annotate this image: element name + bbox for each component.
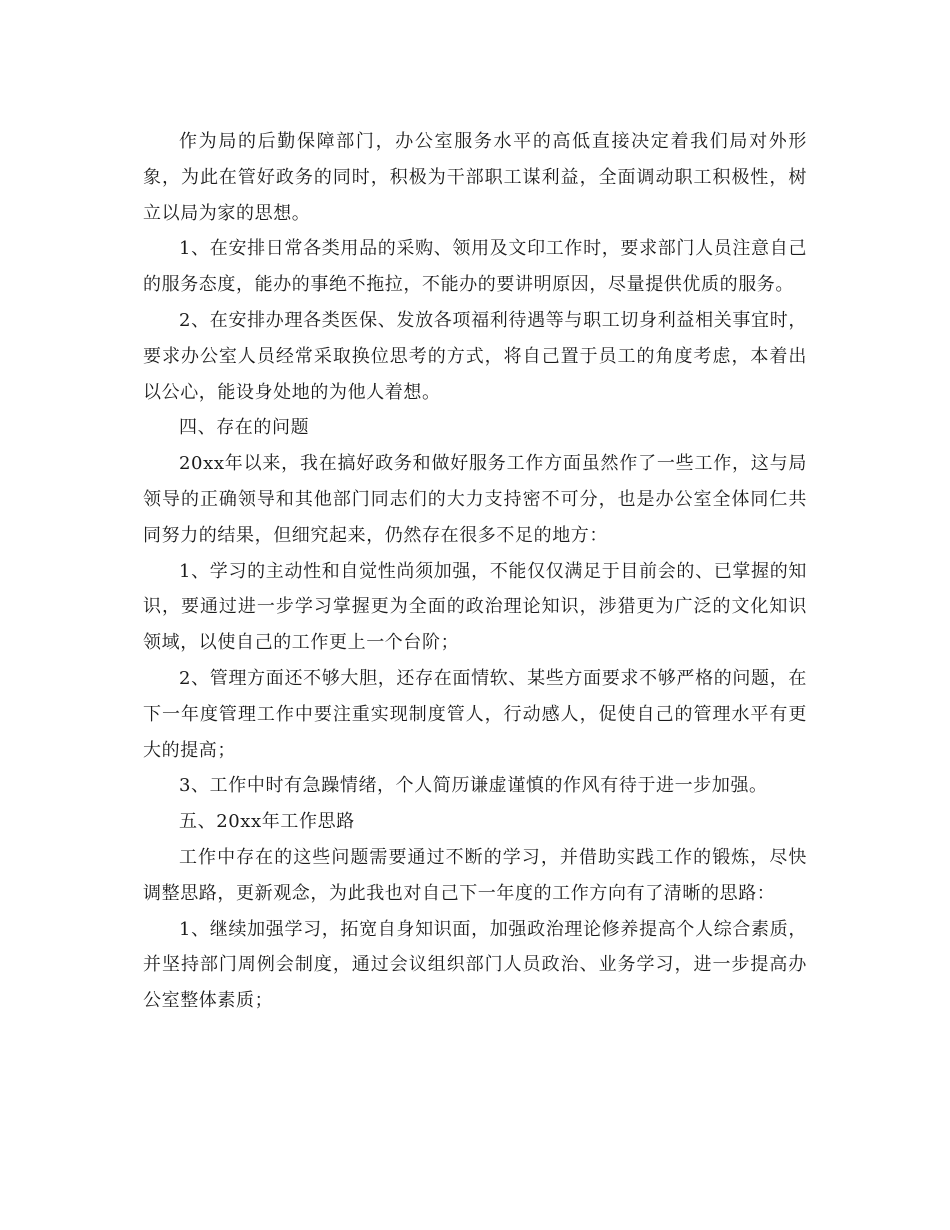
paragraph: 1、学习的主动性和自觉性尚须加强，不能仅仅满足于目前会的、已掌握的知识，要通过进一步学习掌握更为全面的政治理论知识，涉猎更为广泛的文化知识领域，以使自己的工作更上一个台阶； [143, 560, 807, 654]
paragraph: 1、继续加强学习，拓宽自身知识面，加强政治理论修养提高个人综合素质，并坚持部门周例会制度，通过会议组织部门人员政治、业务学习，进一步提高办公室整体素质； [143, 918, 807, 1012]
paragraph: 1、在安排日常各类用品的采购、领用及文印工作时，要求部门人员注意自己的服务态度，能办的事绝不拖拉，不能办的要讲明原因，尽量提供优质的服务。 [143, 238, 807, 296]
paragraph: 3、工作中时有急躁情绪，个人简历谦虚谨慎的作风有待于进一步加强。 [179, 775, 768, 797]
paragraph: 作为局的后勤保障部门，办公室服务水平的高低直接决定着我们局对外形象，为此在管好政务的同时，积极为干部职工谋利益，全面调动职工积极性，树立以局为家的思想。 [143, 131, 807, 224]
section-heading: 五、20xx年工作思路 [179, 811, 355, 833]
section-heading: 四、存在的问题 [179, 417, 310, 439]
document-body [143, 124, 807, 1019]
paragraph: 工作中存在的这些问题需要通过不断的学习，并借助实践工作的锻炼，尽快调整思路，更新观念，为此我也对自己下一年度的工作方向有了清晰的思路： [143, 846, 807, 904]
paragraph: 20xx年以来，我在搞好政务和做好服务工作方面虽然作了一些工作，这与局领导的正确领导和其他部门同志们的大力支持密不可分，也是办公室全体同仁共同努力的结果，但细究起来，仍然存在很多不足的地方： [143, 453, 807, 546]
paragraph: 2、在安排办理各类医保、发放各项福利待遇等与职工切身利益相关事宜时，要求办公室人员经常采取换位思考的方式，将自己置于员工的角度考虑，本着出以公心，能设身处地的为他人着想。 [143, 309, 807, 403]
paragraph: 2、管理方面还不够大胆，还存在面情软、某些方面要求不够严格的问题，在下一年度管理工作中要注重实现制度管人，行动感人，促使自己的管理水平有更大的提高； [143, 667, 807, 761]
